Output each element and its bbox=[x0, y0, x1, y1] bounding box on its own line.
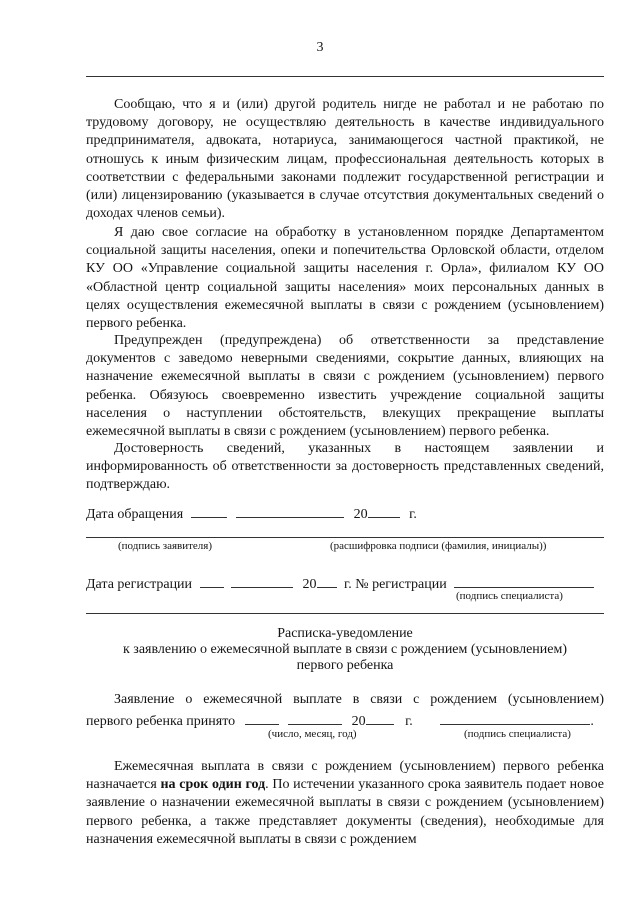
registration-month-blank[interactable] bbox=[231, 573, 293, 588]
receipt-specialist-caption: (подпись специалиста) bbox=[464, 728, 571, 740]
payment-term-text-1: Ежемесячная выплата в связи с рождением (усыновлением) первого ребенка назначается bbox=[86, 759, 604, 793]
paragraph-no-employment: Сообщаю, что я и (или) другой родитель нигде не работал и не работаю по трудовому договору, не осуществляю деятельность в качестве индивидуального предпринимателя, адвоката, нотариуса, занимающегося частной практикой, не отношусь к иным физическим лицам, профессиональная деятельность которых в соответствии с федеральными законами подлежит государственной регистрации и (или) лицензированию (указывается в случае отсутствия документальных сведений о доходах членов семьи). bbox=[86, 97, 604, 222]
application-day-blank[interactable] bbox=[191, 503, 227, 518]
payment-term-text-2: . По истечении указанного срока заявитель подает новое заявление о назначении ежемесячной выплаты в связи с рождением (усыновлением) первого ребенка, а также представляет документы (сведения), необходимые для назначения ежемесячной выплаты в связи с рождением bbox=[86, 777, 605, 847]
receipt-year-suffix: г. bbox=[405, 714, 413, 729]
header-rule bbox=[86, 76, 604, 77]
application-date-line bbox=[86, 503, 417, 523]
receipt-accepted-label: первого ребенка принято bbox=[86, 714, 236, 729]
registration-year-blank[interactable] bbox=[317, 573, 337, 588]
receipt-subtitle-2: первого ребенка bbox=[296, 658, 394, 673]
application-year-suffix: г. bbox=[409, 507, 417, 522]
receipt-date-caption: (число, месяц, год) bbox=[268, 728, 357, 740]
receipt-specialist-blank[interactable] bbox=[440, 710, 590, 725]
paragraph-confirmation: Достоверность сведений, указанных в настоящем заявлении и информированность об ответственности за достоверность представленных сведений, подтверждаю. bbox=[86, 441, 604, 493]
registration-number-label: г. № регистрации bbox=[344, 577, 447, 592]
application-year-prefix: 20 bbox=[353, 507, 368, 522]
signature-decoding-caption: (расшифровка подписи (фамилия, инициалы)) bbox=[330, 540, 547, 552]
application-month-blank[interactable] bbox=[236, 503, 344, 518]
receipt-day-blank[interactable] bbox=[245, 710, 279, 725]
receipt-acceptance-line: первого ребенка принято 20 г. . bbox=[86, 710, 594, 730]
application-year-blank[interactable] bbox=[368, 503, 400, 518]
receipt-year-prefix: 20 bbox=[351, 714, 366, 729]
payment-term-bold: на срок один год bbox=[160, 777, 266, 793]
receipt-year-blank[interactable] bbox=[366, 710, 394, 725]
receipt-text-1: Заявление о ежемесячной выплате в связи с рождением (усыновлением) bbox=[114, 692, 604, 707]
registration-number-blank[interactable] bbox=[454, 573, 594, 588]
registration-year-prefix: 20 bbox=[302, 577, 317, 592]
page-number: 3 bbox=[316, 40, 324, 55]
registration-date-label: Дата регистрации bbox=[86, 577, 193, 592]
application-date-label: Дата обращения bbox=[86, 507, 184, 522]
receipt-title: Расписка-уведомление bbox=[277, 626, 413, 641]
receipt-month-blank[interactable] bbox=[288, 710, 342, 725]
receipt-cut-line bbox=[86, 613, 604, 614]
receipt-subtitle-1: к заявлению о ежемесячной выплате в связи с рождением (усыновлением) bbox=[122, 642, 567, 657]
paragraph-data-consent: Я даю свое согласие на обработку в установленном порядке Департаментом социальной защиты населения, опеки и попечительства Орловской области, отделом КУ ОО «Управление социальной защиты населения г. Орла», филиалом КУ ОО «Областной центр социальной защиты населения» моих персональных данных в целях осуществления ежемесячной выплаты в связи с рождением (усыновлением) первого ребенка. bbox=[86, 225, 604, 332]
registration-specialist-caption: (подпись специалиста) bbox=[456, 590, 563, 602]
applicant-signature-caption: (подпись заявителя) bbox=[118, 540, 213, 552]
paragraph-payment-term bbox=[86, 758, 604, 849]
paragraph-liability-warning: Предупрежден (предупреждена) об ответственности за представление документов с заведомо неверными сведениями, сокрытие данных, влияющих на назначение ежемесячной выплаты в связи с рождением (усыновлением) первого ребенка. Обязуюсь своевременно известить учреждение социальной защиты населения о наступлении обстоятельств, влекущих прекращение выплаты ежемесячной выплаты в связи с рождением (усыновлением) первого ребенка. bbox=[86, 333, 604, 440]
registration-day-blank[interactable] bbox=[200, 573, 224, 588]
applicant-signature-line[interactable] bbox=[86, 537, 604, 538]
